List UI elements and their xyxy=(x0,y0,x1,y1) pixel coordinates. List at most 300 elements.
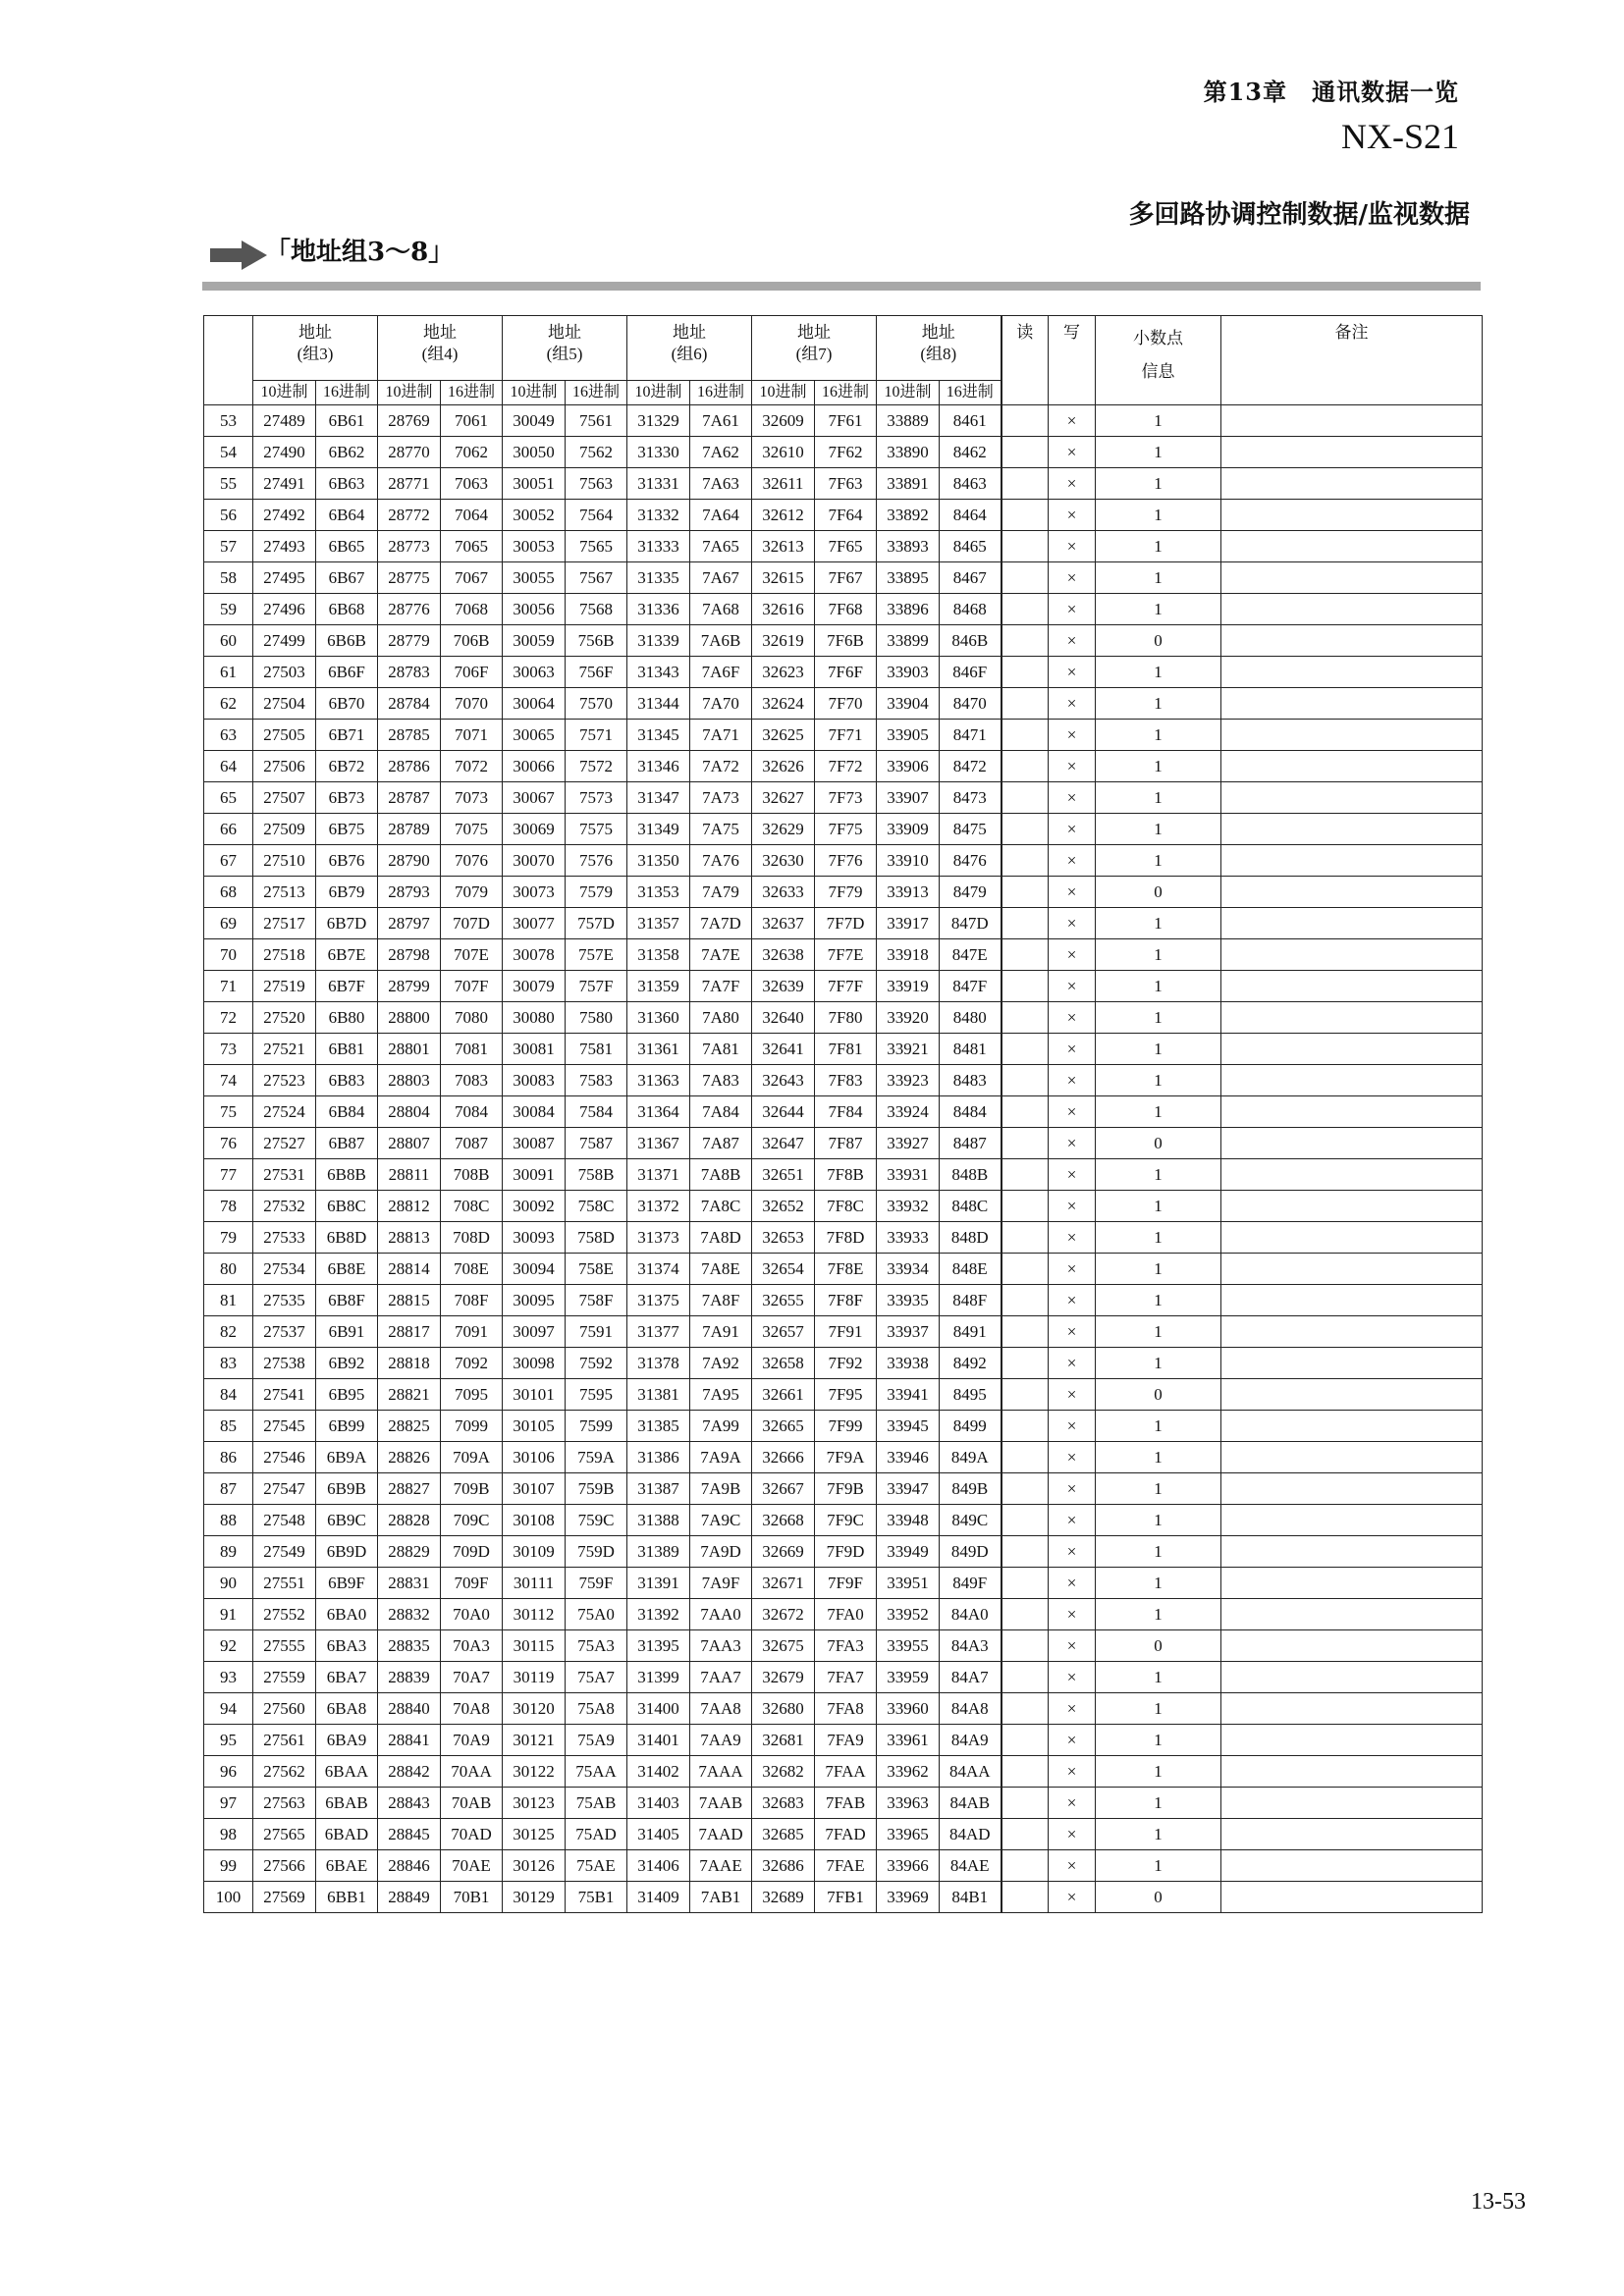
hex-address-cell: 847D xyxy=(940,908,1001,939)
hex-address-cell: 6B9C xyxy=(316,1505,378,1536)
write-cell: × xyxy=(1049,1379,1096,1411)
row-number-cell: 57 xyxy=(204,531,253,562)
write-cell: × xyxy=(1049,845,1096,877)
hex-address-cell: 849B xyxy=(940,1473,1001,1505)
write-cell: × xyxy=(1049,1254,1096,1285)
decimal-address-cell: 33921 xyxy=(877,1034,940,1065)
hex-address-cell: 7A9B xyxy=(690,1473,752,1505)
table-row xyxy=(204,1756,1483,1788)
hex-address-cell: 7FA3 xyxy=(815,1630,877,1662)
hex-address-cell: 847F xyxy=(940,971,1001,1002)
hex-address-cell: 7573 xyxy=(566,782,627,814)
remark-cell xyxy=(1221,1536,1483,1568)
hex-address-cell: 70A0 xyxy=(441,1599,503,1630)
write-cell: × xyxy=(1049,1819,1096,1850)
hex-address-cell: 848E xyxy=(940,1254,1001,1285)
table-row xyxy=(204,720,1483,751)
decimal-address-cell: 28811 xyxy=(378,1159,441,1191)
decimal-address-cell: 33948 xyxy=(877,1505,940,1536)
hex-address-cell: 8467 xyxy=(940,562,1001,594)
hex-address-cell: 7A9D xyxy=(690,1536,752,1568)
hex-address-cell: 707F xyxy=(441,971,503,1002)
hex-address-cell: 7065 xyxy=(441,531,503,562)
row-number-cell: 90 xyxy=(204,1568,253,1599)
hex-address-cell: 7571 xyxy=(566,720,627,751)
decimal-address-cell: 28839 xyxy=(378,1662,441,1693)
hex-address-cell: 7A76 xyxy=(690,845,752,877)
hex-address-cell: 708F xyxy=(441,1285,503,1316)
read-cell xyxy=(1001,1536,1049,1568)
decimal-address-cell: 33892 xyxy=(877,500,940,531)
hex-address-cell: 8491 xyxy=(940,1316,1001,1348)
decimal-address-cell: 33937 xyxy=(877,1316,940,1348)
table-row xyxy=(204,1191,1483,1222)
remark-cell xyxy=(1221,1756,1483,1788)
decimal-address-cell: 30107 xyxy=(503,1473,566,1505)
decimal-address-cell: 27534 xyxy=(253,1254,316,1285)
decimal-address-cell: 32686 xyxy=(752,1850,815,1882)
hex-address-cell: 6B9A xyxy=(316,1442,378,1473)
remark-cell xyxy=(1221,594,1483,625)
hex-address-cell: 7A8C xyxy=(690,1191,752,1222)
decimal-address-cell: 31375 xyxy=(627,1285,690,1316)
remark-cell xyxy=(1221,1882,1483,1913)
read-cell xyxy=(1001,1693,1049,1725)
hex-address-cell: 8479 xyxy=(940,877,1001,908)
decimal-address-cell: 32681 xyxy=(752,1725,815,1756)
table-row xyxy=(204,625,1483,657)
row-number-cell: 58 xyxy=(204,562,253,594)
section-title: 多回路协调控制数据/监视数据 xyxy=(1128,200,1470,230)
decimal-address-cell: 27538 xyxy=(253,1348,316,1379)
decimal-address-cell: 31364 xyxy=(627,1096,690,1128)
decimal-address-cell: 30126 xyxy=(503,1850,566,1882)
hex-address-cell: 708C xyxy=(441,1191,503,1222)
remark-cell xyxy=(1221,1379,1483,1411)
hex-address-cell: 7584 xyxy=(566,1096,627,1128)
read-cell xyxy=(1001,500,1049,531)
decimal-address-cell: 28841 xyxy=(378,1725,441,1756)
decimal-address-cell: 28821 xyxy=(378,1379,441,1411)
decimal-address-cell: 31332 xyxy=(627,500,690,531)
row-number-cell: 81 xyxy=(204,1285,253,1316)
decimal-address-cell: 32641 xyxy=(752,1034,815,1065)
row-number-cell: 85 xyxy=(204,1411,253,1442)
hex-address-cell: 7592 xyxy=(566,1348,627,1379)
decimal-address-cell: 31371 xyxy=(627,1159,690,1191)
decimal-address-cell: 30098 xyxy=(503,1348,566,1379)
decimal-address-cell: 30123 xyxy=(503,1788,566,1819)
table-row xyxy=(204,562,1483,594)
hex-address-cell: 70AE xyxy=(441,1850,503,1882)
decimal-address-cell: 33965 xyxy=(877,1819,940,1850)
decimal-address-cell: 28770 xyxy=(378,437,441,468)
decimal-address-cell: 31343 xyxy=(627,657,690,688)
decimal-address-cell: 33918 xyxy=(877,939,940,971)
table-row xyxy=(204,908,1483,939)
decimal-address-cell: 28784 xyxy=(378,688,441,720)
decimal-address-cell: 33955 xyxy=(877,1630,940,1662)
decimal-address-cell: 30112 xyxy=(503,1599,566,1630)
decimal-address-cell: 27569 xyxy=(253,1882,316,1913)
read-cell xyxy=(1001,437,1049,468)
read-cell xyxy=(1001,1599,1049,1630)
row-number-cell: 88 xyxy=(204,1505,253,1536)
hex-address-cell: 8470 xyxy=(940,688,1001,720)
hex-address-cell: 7FAA xyxy=(815,1756,877,1788)
hex-address-cell: 7A6B xyxy=(690,625,752,657)
decimal-address-cell: 27547 xyxy=(253,1473,316,1505)
hex-address-cell: 6B8B xyxy=(316,1159,378,1191)
hex-address-cell: 84A8 xyxy=(940,1693,1001,1725)
read-cell xyxy=(1001,1065,1049,1096)
decimal-address-cell: 33895 xyxy=(877,562,940,594)
remark-cell xyxy=(1221,1850,1483,1882)
hex-address-cell: 7F83 xyxy=(815,1065,877,1096)
decimal-address-cell: 32625 xyxy=(752,720,815,751)
hex-address-cell: 7A9C xyxy=(690,1505,752,1536)
hex-address-cell: 7A7F xyxy=(690,971,752,1002)
decimal-address-cell: 30109 xyxy=(503,1536,566,1568)
read-cell xyxy=(1001,1128,1049,1159)
hex-address-cell: 6B64 xyxy=(316,500,378,531)
hex-address-cell: 7F91 xyxy=(815,1316,877,1348)
decimal-address-cell: 30111 xyxy=(503,1568,566,1599)
decimal-address-cell: 28776 xyxy=(378,594,441,625)
hex-address-cell: 7081 xyxy=(441,1034,503,1065)
hex-address-cell: 7070 xyxy=(441,688,503,720)
write-cell: × xyxy=(1049,468,1096,500)
hex-address-cell: 6B6F xyxy=(316,657,378,688)
hex-address-cell: 7061 xyxy=(441,405,503,437)
hex-address-cell: 6B73 xyxy=(316,782,378,814)
hex-address-cell: 7F63 xyxy=(815,468,877,500)
decimal-address-cell: 31372 xyxy=(627,1191,690,1222)
hex-address-cell: 7A8E xyxy=(690,1254,752,1285)
hex-address-cell: 6BA3 xyxy=(316,1630,378,1662)
hex-address-cell: 7F72 xyxy=(815,751,877,782)
decimal-address-cell: 27519 xyxy=(253,971,316,1002)
hex-address-cell: 7A68 xyxy=(690,594,752,625)
hex-address-cell: 7580 xyxy=(566,1002,627,1034)
decimal-address-cell: 30125 xyxy=(503,1819,566,1850)
hex-address-cell: 7062 xyxy=(441,437,503,468)
read-cell xyxy=(1001,751,1049,782)
decimal-address-cell: 28793 xyxy=(378,877,441,908)
decimal-address-cell: 32637 xyxy=(752,908,815,939)
decimal-address-cell: 30052 xyxy=(503,500,566,531)
decimal-address-cell: 28789 xyxy=(378,814,441,845)
decimal-address-cell: 27565 xyxy=(253,1819,316,1850)
hex-address-cell: 757F xyxy=(566,971,627,1002)
decimal-info-cell: 0 xyxy=(1096,877,1221,908)
decimal-address-cell: 33923 xyxy=(877,1065,940,1096)
hex-address-cell: 7FAB xyxy=(815,1788,877,1819)
row-number-cell: 54 xyxy=(204,437,253,468)
hex-address-cell: 7F99 xyxy=(815,1411,877,1442)
table-row xyxy=(204,500,1483,531)
decimal-info-cell: 1 xyxy=(1096,1850,1221,1882)
hex-address-cell: 7F87 xyxy=(815,1128,877,1159)
decimal-address-cell: 27548 xyxy=(253,1505,316,1536)
read-cell xyxy=(1001,468,1049,500)
row-number-cell: 61 xyxy=(204,657,253,688)
hex-address-cell: 70A8 xyxy=(441,1693,503,1725)
hex-address-cell: 849C xyxy=(940,1505,1001,1536)
hex-address-cell: 7FA0 xyxy=(815,1599,877,1630)
remark-cell xyxy=(1221,1254,1483,1285)
hex-address-cell: 7575 xyxy=(566,814,627,845)
table-row xyxy=(204,1505,1483,1536)
hex-address-cell: 7AA0 xyxy=(690,1599,752,1630)
hex-address-cell: 7564 xyxy=(566,500,627,531)
group-header: 地址 (组5) xyxy=(503,316,627,381)
row-number-cell: 65 xyxy=(204,782,253,814)
read-cell xyxy=(1001,594,1049,625)
hex-address-cell: 7AA8 xyxy=(690,1693,752,1725)
hex-address-cell: 7A91 xyxy=(690,1316,752,1348)
hex-address-cell: 7067 xyxy=(441,562,503,594)
read-cell xyxy=(1001,1756,1049,1788)
row-number-cell: 98 xyxy=(204,1819,253,1850)
table-row xyxy=(204,1536,1483,1568)
hex-address-cell: 7A7E xyxy=(690,939,752,971)
table-row xyxy=(204,1442,1483,1473)
read-cell xyxy=(1001,877,1049,908)
decimal-address-cell: 30119 xyxy=(503,1662,566,1693)
decimal-address-cell: 31331 xyxy=(627,468,690,500)
decimal-address-cell: 32654 xyxy=(752,1254,815,1285)
row-number-cell: 59 xyxy=(204,594,253,625)
hex-address-cell: 759A xyxy=(566,1442,627,1473)
row-number-cell: 77 xyxy=(204,1159,253,1191)
read-cell xyxy=(1001,1473,1049,1505)
arrow-right-icon xyxy=(210,240,267,270)
hex-address-cell: 75AE xyxy=(566,1850,627,1882)
decimal-address-cell: 33907 xyxy=(877,782,940,814)
write-cell: × xyxy=(1049,1222,1096,1254)
hex-address-cell: 7A9F xyxy=(690,1568,752,1599)
hex-address-cell: 7F9F xyxy=(815,1568,877,1599)
write-cell: × xyxy=(1049,1442,1096,1473)
decimal-address-cell: 30094 xyxy=(503,1254,566,1285)
hex-address-cell: 6B72 xyxy=(316,751,378,782)
decimal-address-cell: 31392 xyxy=(627,1599,690,1630)
write-cell: × xyxy=(1049,688,1096,720)
table-row xyxy=(204,594,1483,625)
write-cell: × xyxy=(1049,1756,1096,1788)
hex-address-cell: 84B1 xyxy=(940,1882,1001,1913)
decimal-info-cell: 1 xyxy=(1096,562,1221,594)
decimal-address-cell: 31346 xyxy=(627,751,690,782)
remark-cell xyxy=(1221,437,1483,468)
decimal-address-cell: 33931 xyxy=(877,1159,940,1191)
hex-address-cell: 7A71 xyxy=(690,720,752,751)
hex-address-cell: 7AAD xyxy=(690,1819,752,1850)
decimal-address-cell: 33917 xyxy=(877,908,940,939)
decimal-address-cell: 30069 xyxy=(503,814,566,845)
table-row xyxy=(204,1348,1483,1379)
hex-address-cell: 7587 xyxy=(566,1128,627,1159)
decimal-address-cell: 32657 xyxy=(752,1316,815,1348)
decimal-address-cell: 27492 xyxy=(253,500,316,531)
write-cell: × xyxy=(1049,814,1096,845)
hex-address-cell: 7568 xyxy=(566,594,627,625)
hex-address-cell: 6B95 xyxy=(316,1379,378,1411)
hex-address-cell: 7579 xyxy=(566,877,627,908)
table-row xyxy=(204,1285,1483,1316)
decimal-subheader: 10进制 xyxy=(877,381,940,405)
decimal-address-cell: 33962 xyxy=(877,1756,940,1788)
table-row xyxy=(204,531,1483,562)
row-number-cell: 56 xyxy=(204,500,253,531)
remark-cell xyxy=(1221,1568,1483,1599)
hex-address-cell: 7075 xyxy=(441,814,503,845)
decimal-address-cell: 30059 xyxy=(503,625,566,657)
hex-address-cell: 7AA7 xyxy=(690,1662,752,1693)
hex-address-cell: 6B8E xyxy=(316,1254,378,1285)
row-number-cell: 96 xyxy=(204,1756,253,1788)
remark-cell xyxy=(1221,1348,1483,1379)
hex-address-cell: 7F8E xyxy=(815,1254,877,1285)
hex-address-cell: 8499 xyxy=(940,1411,1001,1442)
decimal-info-cell: 1 xyxy=(1096,1756,1221,1788)
group-header: 地址 (组7) xyxy=(752,316,877,381)
hex-address-cell: 8464 xyxy=(940,500,1001,531)
hex-address-cell: 75A7 xyxy=(566,1662,627,1693)
table-row xyxy=(204,1159,1483,1191)
decimal-address-cell: 33941 xyxy=(877,1379,940,1411)
hex-address-cell: 759D xyxy=(566,1536,627,1568)
decimal-info-cell: 1 xyxy=(1096,531,1221,562)
decimal-address-cell: 31339 xyxy=(627,625,690,657)
hex-address-cell: 7099 xyxy=(441,1411,503,1442)
decimal-address-cell: 27524 xyxy=(253,1096,316,1128)
decimal-info-cell: 1 xyxy=(1096,1411,1221,1442)
table-row xyxy=(204,1819,1483,1850)
remark-cell xyxy=(1221,971,1483,1002)
hex-address-cell: 7F92 xyxy=(815,1348,877,1379)
hex-address-cell: 7079 xyxy=(441,877,503,908)
row-number-cell: 74 xyxy=(204,1065,253,1096)
hex-address-cell: 6BA7 xyxy=(316,1662,378,1693)
decimal-address-cell: 32661 xyxy=(752,1379,815,1411)
decimal-subheader: 10进制 xyxy=(627,381,690,405)
decimal-address-cell: 31388 xyxy=(627,1505,690,1536)
decimal-address-cell: 30079 xyxy=(503,971,566,1002)
decimal-info-cell: 1 xyxy=(1096,1788,1221,1819)
hex-address-cell: 7AA3 xyxy=(690,1630,752,1662)
hex-address-cell: 709B xyxy=(441,1473,503,1505)
hex-address-cell: 709F xyxy=(441,1568,503,1599)
decimal-address-cell: 27531 xyxy=(253,1159,316,1191)
decimal-address-cell: 31395 xyxy=(627,1630,690,1662)
decimal-address-cell: 30093 xyxy=(503,1222,566,1254)
decimal-address-cell: 30120 xyxy=(503,1693,566,1725)
decimal-address-cell: 27493 xyxy=(253,531,316,562)
hex-address-cell: 70AB xyxy=(441,1788,503,1819)
decimal-address-cell: 32643 xyxy=(752,1065,815,1096)
hex-address-cell: 6BAB xyxy=(316,1788,378,1819)
table-row xyxy=(204,468,1483,500)
hex-address-cell: 6B71 xyxy=(316,720,378,751)
decimal-address-cell: 32638 xyxy=(752,939,815,971)
decimal-address-cell: 32629 xyxy=(752,814,815,845)
decimal-info-cell: 1 xyxy=(1096,1725,1221,1756)
read-cell xyxy=(1001,688,1049,720)
decimal-address-cell: 27546 xyxy=(253,1442,316,1473)
decimal-address-cell: 32665 xyxy=(752,1411,815,1442)
remark-cell xyxy=(1221,908,1483,939)
decimal-address-cell: 28812 xyxy=(378,1191,441,1222)
read-cell xyxy=(1001,657,1049,688)
decimal-address-cell: 32658 xyxy=(752,1348,815,1379)
decimal-info-cell: 1 xyxy=(1096,1285,1221,1316)
hex-address-cell: 7F80 xyxy=(815,1002,877,1034)
hex-address-cell: 758D xyxy=(566,1222,627,1254)
hex-address-cell: 70A7 xyxy=(441,1662,503,1693)
table-row xyxy=(204,1850,1483,1882)
read-cell xyxy=(1001,405,1049,437)
decimal-address-cell: 33896 xyxy=(877,594,940,625)
model-name: NX-S21 xyxy=(1340,117,1459,156)
write-cell: × xyxy=(1049,1882,1096,1913)
decimal-address-cell: 31381 xyxy=(627,1379,690,1411)
decimal-address-cell: 30053 xyxy=(503,531,566,562)
hex-address-cell: 70A3 xyxy=(441,1630,503,1662)
remark-cell xyxy=(1221,720,1483,751)
read-cell xyxy=(1001,814,1049,845)
decimal-info-cell: 1 xyxy=(1096,1662,1221,1693)
decimal-address-cell: 27520 xyxy=(253,1002,316,1034)
hex-address-cell: 8462 xyxy=(940,437,1001,468)
decimal-address-cell: 27545 xyxy=(253,1411,316,1442)
hex-address-cell: 759B xyxy=(566,1473,627,1505)
hex-address-cell: 758F xyxy=(566,1285,627,1316)
hex-address-cell: 6B8F xyxy=(316,1285,378,1316)
decimal-address-cell: 33903 xyxy=(877,657,940,688)
decimal-info-cell: 1 xyxy=(1096,1599,1221,1630)
decimal-info-cell: 1 xyxy=(1096,1191,1221,1222)
hex-address-cell: 708D xyxy=(441,1222,503,1254)
decimal-address-cell: 32633 xyxy=(752,877,815,908)
decimal-info-cell: 1 xyxy=(1096,908,1221,939)
hex-address-cell: 7AAA xyxy=(690,1756,752,1788)
decimal-address-cell: 31345 xyxy=(627,720,690,751)
remark-header: 备注 xyxy=(1221,316,1483,405)
remark-cell xyxy=(1221,1034,1483,1065)
row-number-cell: 76 xyxy=(204,1128,253,1159)
decimal-address-cell: 32615 xyxy=(752,562,815,594)
decimal-address-cell: 33961 xyxy=(877,1725,940,1756)
decimal-address-cell: 28825 xyxy=(378,1411,441,1442)
remark-cell xyxy=(1221,500,1483,531)
hex-address-cell: 8492 xyxy=(940,1348,1001,1379)
write-cell: × xyxy=(1049,1505,1096,1536)
decimal-address-cell: 31350 xyxy=(627,845,690,877)
hex-address-cell: 7F76 xyxy=(815,845,877,877)
table-row xyxy=(204,1473,1483,1505)
decimal-address-cell: 28815 xyxy=(378,1285,441,1316)
remark-cell xyxy=(1221,782,1483,814)
hex-address-cell: 6B99 xyxy=(316,1411,378,1442)
read-cell xyxy=(1001,1191,1049,1222)
row-number-cell: 99 xyxy=(204,1850,253,1882)
read-cell xyxy=(1001,782,1049,814)
hex-address-cell: 84AE xyxy=(940,1850,1001,1882)
hex-subheader: 16进制 xyxy=(441,381,503,405)
decimal-address-cell: 31361 xyxy=(627,1034,690,1065)
